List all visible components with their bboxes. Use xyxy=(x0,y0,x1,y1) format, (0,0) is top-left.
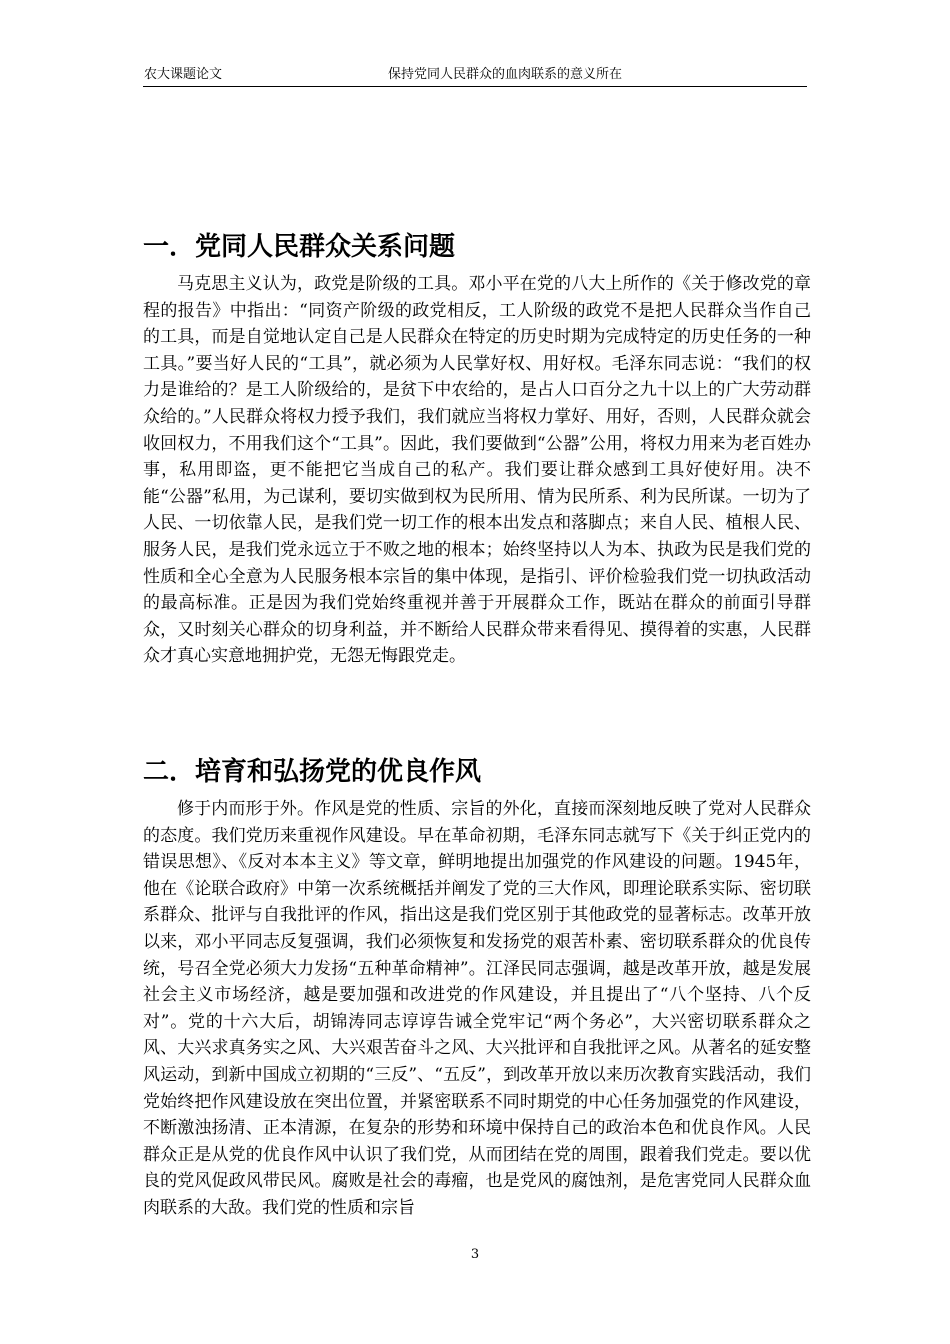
section-heading-2: 二．培育和弘扬党的优良作风 xyxy=(143,757,482,787)
header-document-type: 农大课题论文 xyxy=(144,67,223,82)
section-paragraph-1: 马克思主义认为，政党是阶级的工具。邓小平在党的八大上所作的《关于修改党的章程的报告》中指出：“同资产阶级的政党相反，工人阶级的政党不是把人民群众当作自己的工具，而是自觉地认定自己是人民群众在特定的历史时期为完成特定的历史任务的一种工具。”要当好人民的“工具”，就必须为人民掌好权、用好权。毛泽东同志说：“我们的权力是谁给的？是工人阶级给的，是贫下中农给的，是占人口百分之九十以上的广大劳动群众给的。”人民群众将权力授予我们，我们就应当将权力掌好、用好，否则，人民群众就会收回权力，不用我们这个“工具”。因此，我们要做到“公器”公用，将权力用来为老百姓办事，私用即盗，更不能把它当成自己的私产。我们要让群众感到工具好使好用。决不能“公器”私用，为己谋利，要切实做到权为民所用、情为民所系、利为民所谋。一切为了人民、一切依靠人民，是我们党一切工作的根本出发点和落脚点；来自人民、植根人民、服务人民，是我们党永远立于不败之地的根本；始终坚持以人为本、执政为民是我们党的性质和全心全意为人民服务根本宗旨的集中体现，是指引、评价检验我们党一切执政活动的最高标准。正是因为我们党始终重视并善于开展群众工作，既站在群众的前面引导群众，又时刻关心群众的切身利益，并不断给人民群众带来看得见、摸得着的实惠，人民群众才真心实意地拥护党，无怨无悔跟党走。 xyxy=(143,274,811,667)
section-heading-1: 一．党同人民群众关系问题 xyxy=(143,232,456,262)
page-header xyxy=(143,66,807,87)
header-document-title: 保持党同人民群众的血肉联系的意义所在 xyxy=(388,67,623,82)
page-number: 3 xyxy=(470,1247,480,1262)
section-paragraph-2: 修于内而形于外。作风是党的性质、宗旨的外化，直接而深刻地反映了党对人民群众的态度。我们党历来重视作风建设。早在革命初期，毛泽东同志就写下《关于纠正党内的错误思想》、《反对本本主义》等文章，鲜明地提出加强党的作风建设的问题。1945年，他在《论联合政府》中第一次系统概括并阐发了党的三大作风，即理论联系实际、密切联系群众、批评与自我批评的作风，指出这是我们党区别于其他政党的显著标志。改革开放以来，邓小平同志反复强调，我们必须恢复和发扬党的艰苦朴素、密切联系群众的优良传统，号召全党必须大力发扬“五种革命精神”。江泽民同志强调，越是改革开放，越是发展社会主义市场经济，越是要加强和改进党的作风建设，并且提出了“八个坚持、八个反对”。党的十六大后，胡锦涛同志谆谆告诫全党牢记“两个务必”，大兴密切联系群众之风、大兴求真务实之风、大兴艰苦奋斗之风、大兴批评和自我批评之风。从著名的延安整风运动，到新中国成立初期的“三反”、“五反”，到改革开放以来历次教育实践活动，我们党始终把作风建设放在突出位置，并紧密联系不同时期党的中心任务加强党的作风建设，不断激浊扬清、正本清源，在复杂的形势和环境中保持自己的政治本色和优良作风。人民群众正是从党的优良作风中认识了我们党，从而团结在党的周围，跟着我们党走。要以优良的党风促政风带民风。腐败是社会的毒瘤，也是党风的腐蚀剂，是危害党同人民群众血肉联系的大敌。我们党的性质和宗旨 xyxy=(143,799,811,1218)
